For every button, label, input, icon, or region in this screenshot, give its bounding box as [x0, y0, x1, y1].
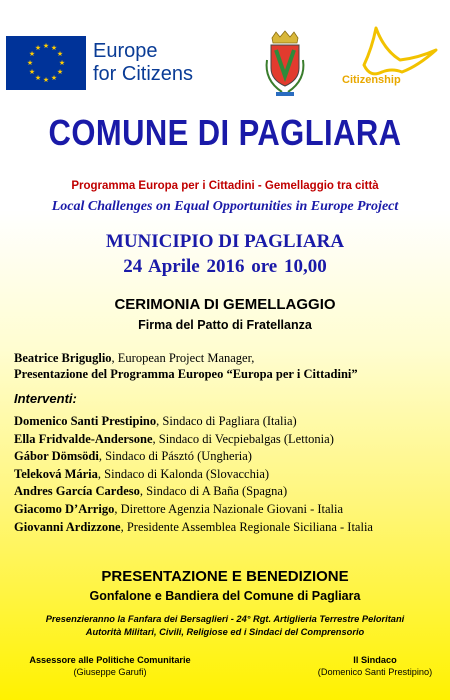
intro-role: , European Project Manager,	[111, 351, 255, 365]
svg-text:★: ★	[50, 74, 58, 82]
eu-stars-icon	[6, 36, 86, 90]
signature-right	[300, 655, 450, 677]
svg-text:★: ★	[56, 50, 64, 58]
speaker-name: Ella Fridvalde-Andersone	[14, 431, 153, 446]
svg-text:★: ★	[56, 68, 64, 76]
intro-line	[14, 366, 446, 382]
intro-name: Beatrice Briguglio	[14, 351, 112, 365]
speaker-role: , Presidente Assemblea Regionale Siciliana - Italia	[120, 519, 373, 534]
intro-name: Presentazione del Programma Europeo “Europa per i Cittadini”	[14, 367, 358, 381]
speakers-list	[14, 413, 446, 536]
eu-logo-line1: Europe	[93, 40, 158, 62]
svg-text:★: ★	[34, 74, 42, 82]
eu-flag-logo	[6, 36, 86, 90]
citizenship-logo-text: Citizenship	[342, 74, 401, 86]
speaker-name: Andres García Cardeso	[14, 484, 140, 499]
svg-text:★: ★	[28, 68, 36, 76]
speaker-role: , Sindaco di Kalonda (Slovacchia)	[97, 466, 270, 481]
ceremony-subtitle: Firma del Patto di Fratellanza	[138, 318, 312, 332]
speaker-role: , Sindaco di A Baña (Spagna)	[139, 484, 288, 499]
ceremony-title: CERIMONIA DI GEMELLAGGIO	[114, 296, 336, 313]
svg-text:★: ★	[28, 50, 36, 58]
speaker-item	[14, 448, 446, 466]
svg-text:★: ★	[58, 59, 66, 67]
signature-left	[10, 655, 210, 677]
speaker-item	[14, 483, 446, 501]
signature-role: Il Sindaco	[353, 655, 397, 665]
eu-logo-line2: for Citizens	[93, 63, 194, 85]
signature-role: Assessore alle Politiche Comunitarie	[29, 655, 191, 665]
note-line: Presenzieranno la Fanfara dei Bersaglieri - 24° Rgt. Artiglieria Terrestre Peloritani	[45, 614, 405, 624]
speaker-name: Giacomo D’Arrigo	[14, 501, 115, 516]
svg-text:★: ★	[26, 59, 34, 67]
speaker-role: , Sindaco di Pagliara (Italia)	[156, 414, 297, 428]
speaker-item	[14, 519, 446, 537]
attendance-notes	[0, 613, 450, 639]
intro-line	[14, 350, 446, 366]
speaker-item	[14, 501, 446, 519]
svg-text:★: ★	[34, 44, 42, 52]
speaker-name: Giovanni Ardizzone	[14, 519, 121, 534]
speaker-item	[14, 431, 446, 449]
municipal-crest-icon	[262, 30, 308, 100]
program-english: Local Challenges on Equal Opportunities in Europe Project	[51, 199, 399, 214]
venue: MUNICIPIO DI PAGLIARA	[105, 231, 345, 252]
speaker-name: Teleková Mária	[14, 466, 98, 481]
presentation-title: PRESENTAZIONE E BENEDIZIONE	[101, 568, 349, 585]
speaker-name: Domenico Santi Prestipino	[14, 414, 157, 428]
citizenship-star-icon	[332, 20, 442, 100]
svg-text:★: ★	[50, 44, 58, 52]
speaker-name: Gábor Dömsödi	[14, 449, 99, 464]
signature-name: (Domenico Santi Prestipino)	[317, 667, 433, 677]
speaker-item	[14, 413, 446, 431]
europe-for-citizens-logo-text	[93, 40, 193, 86]
speaker-role: , Sindaco di Vecpiebalgas (Lettonia)	[152, 431, 334, 446]
program-italian: Programma Europa per i Cittadini - Gemellaggio tra città	[71, 180, 379, 192]
speaker-item	[14, 466, 446, 484]
speaker-role: , Direttore Agenzia Nazionale Giovani - Italia	[114, 501, 344, 516]
event-datetime: 24 Aprile 2016 ore 10,00	[123, 256, 327, 277]
svg-text:★: ★	[42, 76, 50, 84]
svg-text:★: ★	[42, 42, 50, 50]
presentation-subtitle: Gonfalone e Bandiera del Comune di Pagliara	[89, 589, 361, 603]
speaker-role: , Sindaco di Pásztó (Ungheria)	[98, 449, 252, 464]
speakers-heading: Interventi:	[14, 391, 77, 406]
signature-name: (Giuseppe Garufi)	[73, 667, 147, 677]
note-line: Autorità Militari, Civili, Religiose ed i Sindaci del Comprensorio	[85, 627, 365, 637]
intro-block	[14, 350, 446, 382]
poster-title: COMUNE DI PAGLIARA	[48, 112, 402, 153]
